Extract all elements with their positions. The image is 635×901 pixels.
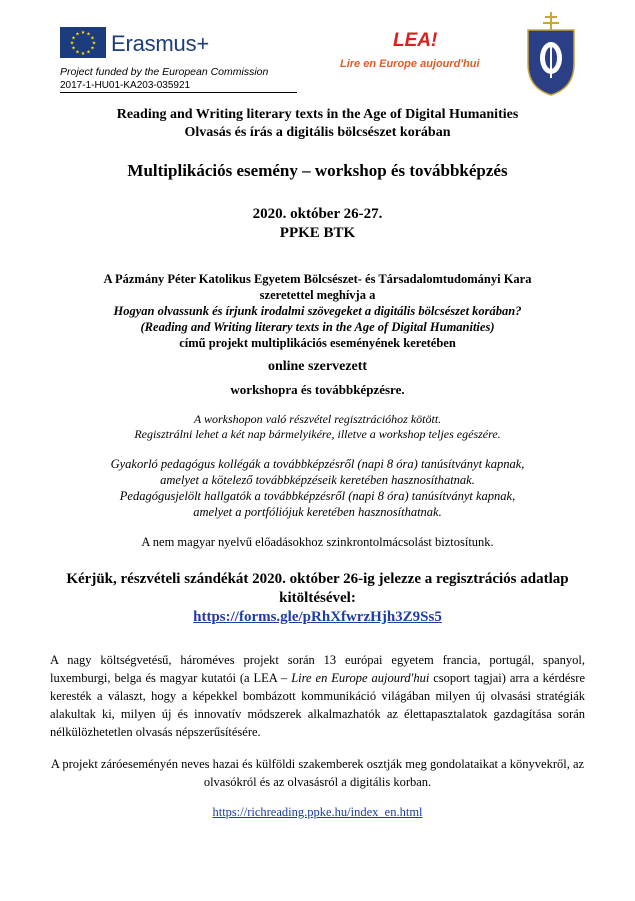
registration-form-link[interactable]: https://forms.gle/pRhXfwrzHjh3Z9Ss5 <box>193 609 442 625</box>
project-website-link[interactable]: https://richreading.ppke.hu/index_en.html <box>212 805 423 819</box>
eu-flag-icon <box>60 27 106 58</box>
header-divider <box>60 92 297 93</box>
svg-text:★: ★ <box>71 35 76 42</box>
workshop-label: workshopra és továbbképzésre. <box>230 382 405 397</box>
invitation-line: című projekt multiplikációs eseményének keretében <box>179 336 456 350</box>
certificate-line: amelyet a portfóliójuk keretében hasznosíthatnak. <box>193 505 442 519</box>
svg-text:★: ★ <box>75 31 80 38</box>
registration-note <box>50 412 585 442</box>
closing-paragraph: A projekt záróeseményén neves hazai és külföldi szakemberek osztják meg gondolataikat a könyvekről, az olvasókról és az olvasásról a digitális korban. <box>50 757 585 789</box>
invitation-line: szeretettel meghívja a <box>259 288 376 302</box>
svg-text:★: ★ <box>86 49 91 56</box>
svg-text:★: ★ <box>80 51 86 57</box>
invitation-line: A Pázmány Péter Katolikus Egyetem Bölcsészet- és Társadalomtudományi Kara <box>103 272 532 286</box>
title-english: Reading and Writing literary texts in the Age of Digital Humanities <box>116 107 519 122</box>
svg-text:★: ★ <box>80 30 86 36</box>
lea-tagline: Lire en Europe aujourd'hui <box>340 58 480 70</box>
svg-text:★: ★ <box>91 40 97 47</box>
funded-by-text: Project funded by the European Commission <box>60 66 269 78</box>
lea-logo: LEA! <box>393 30 438 51</box>
certificate-line: Pedagógusjelölt hallgatók a továbbképzésről (napi 8 óra) tanúsítványt kapnak, <box>119 489 516 503</box>
event-venue: PPKE BTK <box>279 225 356 241</box>
svg-text:★: ★ <box>90 35 95 42</box>
project-code: 2017-1-HU01-KA203-035921 <box>60 80 191 91</box>
svg-text:★: ★ <box>71 45 76 52</box>
registration-line: Regisztrálni lehet a két nap bármelyikére, illetve a workshop teljes egészére. <box>134 427 501 441</box>
description-text: csoport tagjai) arra a kérdésre keresték a választ, hogy a képekkel bombázott kommunikáció világában milyen új olvasási stratégiák alakultak ki, milyen új és innovatív módszerek alkalmazhatók az élettapasztalatok gazdagítása során nélkülözhetetlen olvasás népszerűsítésére. <box>50 671 585 739</box>
registration-line: A workshopon való részvétel regisztrációhoz kötött. <box>193 412 442 426</box>
page-header <box>0 0 635 100</box>
certificate-line: amelyet a kötelező továbbképzéseik keretében hasznosíthatnak. <box>160 473 475 487</box>
certificate-line: Gyakorló pedagógus kollégák a továbbképzésről (napi 8 óra) tanúsítványt kapnak, <box>110 457 525 471</box>
invitation-block <box>50 271 585 351</box>
description-group-name: Lire en Europe aujourd'hui <box>291 671 430 685</box>
certificate-note <box>50 456 585 520</box>
main-content <box>50 106 585 821</box>
invitation-line: (Reading and Writing literary texts in the Age of Digital Humanities) <box>140 320 495 334</box>
invitation-line: Hogyan olvassunk és írjunk irodalmi szövegeket a digitális bölcsészet korában? <box>113 304 522 318</box>
online-label: online szervezett <box>267 359 368 374</box>
svg-text:★: ★ <box>86 31 91 38</box>
registration-deadline: Kérjük, részvételi szándékát 2020. október 26-ig jelezze a regisztrációs adatlap kitöltésével: <box>66 571 569 606</box>
svg-text:★: ★ <box>69 40 75 47</box>
erasmus-logo-text: Erasmus+ <box>111 31 210 56</box>
interpretation-note: A nem magyar nyelvű előadásokhoz szinkrontolmácsolást biztosítunk. <box>141 535 494 549</box>
event-date: 2020. október 26-27. <box>252 206 383 222</box>
svg-text:★: ★ <box>90 45 95 52</box>
event-type: Multiplikációs esemény – workshop és továbbképzés <box>127 161 508 180</box>
svg-text:★: ★ <box>75 49 80 56</box>
description-text: A nagy költségvetésű, hároméves projekt során 13 európai egyetem francia, portugál, spanyol, luxemburgi, belga és magyar kutatói (a LEA – <box>50 653 585 685</box>
title-hungarian: Olvasás és írás a digitális bölcsészet korában <box>184 125 451 140</box>
project-description <box>50 651 585 741</box>
university-crest-icon <box>525 12 577 96</box>
